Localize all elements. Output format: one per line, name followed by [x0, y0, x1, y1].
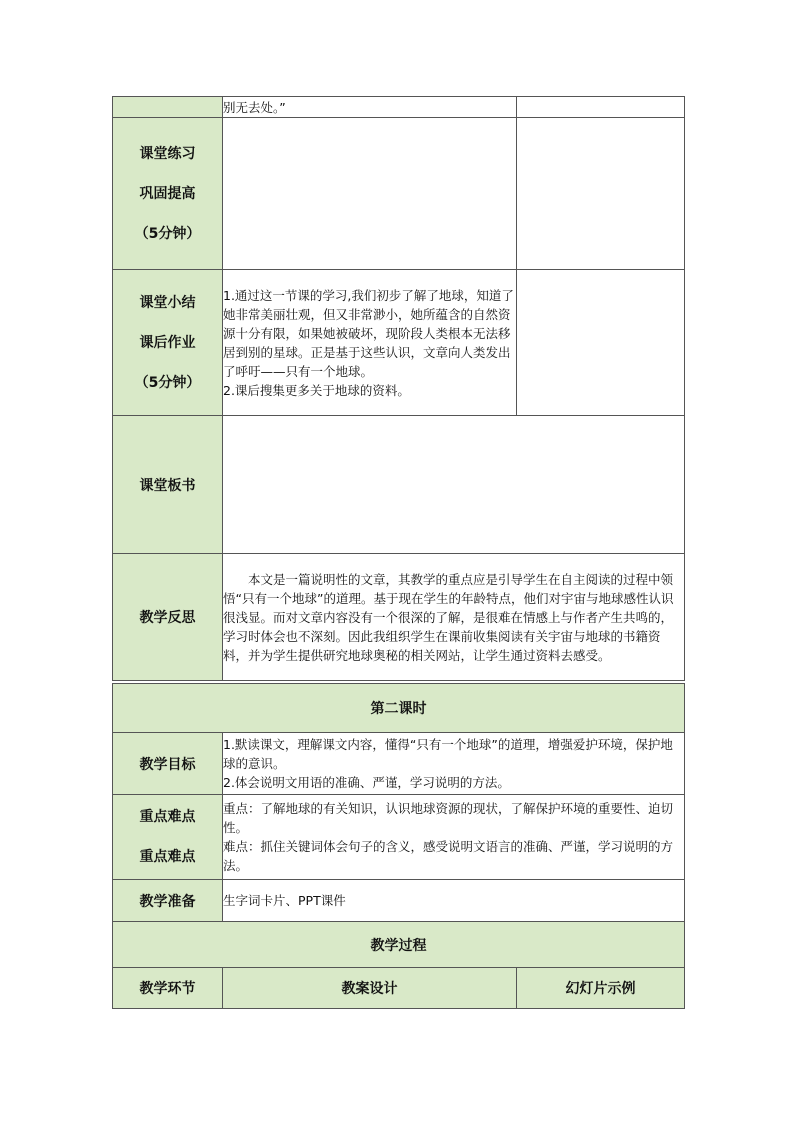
- practice-row: [113, 118, 685, 270]
- practice-content-cell: [223, 118, 517, 270]
- lesson-plan-table-1: [112, 96, 685, 681]
- prep-row: [113, 880, 685, 922]
- goal-2: 2.体会说明文用语的准确、严谨，学习说明的方法。: [223, 775, 510, 790]
- process-title-row: [113, 922, 685, 968]
- lesson-plan-table-2: [112, 683, 685, 1009]
- second-lesson-title-row: [113, 684, 685, 733]
- process-title: 教学过程: [113, 922, 685, 968]
- second-lesson-title: 第二课时: [113, 684, 685, 733]
- board-label: 课堂板书: [113, 416, 223, 554]
- header-design: 教案设计: [223, 968, 517, 1009]
- reflection-row: [113, 554, 685, 681]
- process-header-row: [113, 968, 685, 1009]
- summary-slide-cell: [517, 270, 685, 416]
- key-point: 重点：了解地球的有关知识，认识地球资源的现状，了解保护环境的重要性、迫切性。: [223, 801, 674, 835]
- header-slides: 幻灯片示例: [517, 968, 685, 1009]
- keypoints-row: [113, 795, 685, 880]
- continuation-row: [113, 97, 685, 118]
- goals-row: [113, 733, 685, 795]
- header-step: 教学环节: [113, 968, 223, 1009]
- continuation-label-cell: [113, 97, 223, 118]
- practice-label: 课堂练习 巩固提高 （5分钟）: [113, 118, 223, 270]
- goals-label: 教学目标: [113, 733, 223, 795]
- summary-para-1: 1.通过这一节课的学习,我们初步了解了地球，知道了她非常美丽壮观，但又非常渺小，她所蕴含的自然资源十分有限，如果她被破坏，现阶段人类根本无法移居到别的星球。正是基于这些认识，文章向人类发出了呼吁——只有一个地球。: [223, 287, 514, 379]
- reflection-label: 教学反思: [113, 554, 223, 681]
- reflection-text: 本文是一篇说明性的文章，其教学的重点应是引导学生在自主阅读的过程中领悟“只有一个地球”的道理。基于现在学生的年龄特点，他们对宇宙与地球感性认识很浅显。而对文章内容没有一个很深的了解，是很难在情感上与作者产生共鸣的，学习时体会也不深刻。因此我组织学生在课前收集阅读有关宇宙与地球的书籍资料，并为学生提供研究地球奥秘的相关网站，让学生通过资料去感受。: [223, 554, 685, 681]
- difficult-point: 难点：抓住关键词体会句子的含义，感受说明文语言的准确、严谨，学习说明的方法。: [223, 839, 674, 873]
- keypoints-label: 重点难点 重点难点: [113, 795, 223, 880]
- practice-slide-cell: [517, 118, 685, 270]
- continuation-text: 别无去处。”: [223, 97, 517, 118]
- continuation-slide-cell: [517, 97, 685, 118]
- summary-label: 课堂小结 课后作业 （5分钟）: [113, 270, 223, 416]
- board-content-cell: [223, 416, 685, 554]
- goals-content: [223, 733, 685, 795]
- board-row: [113, 416, 685, 554]
- prep-label: 教学准备: [113, 880, 223, 922]
- goal-1: 1.默读课文，理解课文内容，懂得“只有一个地球”的道理，增强爱护环境，保护地球的意识。: [223, 737, 673, 771]
- summary-para-2: 2.课后搜集更多关于地球的资料。: [223, 382, 410, 398]
- summary-row: [113, 270, 685, 416]
- keypoints-content: [223, 795, 685, 880]
- prep-content: 生字词卡片、PPT课件: [223, 880, 685, 922]
- summary-content: [223, 270, 517, 416]
